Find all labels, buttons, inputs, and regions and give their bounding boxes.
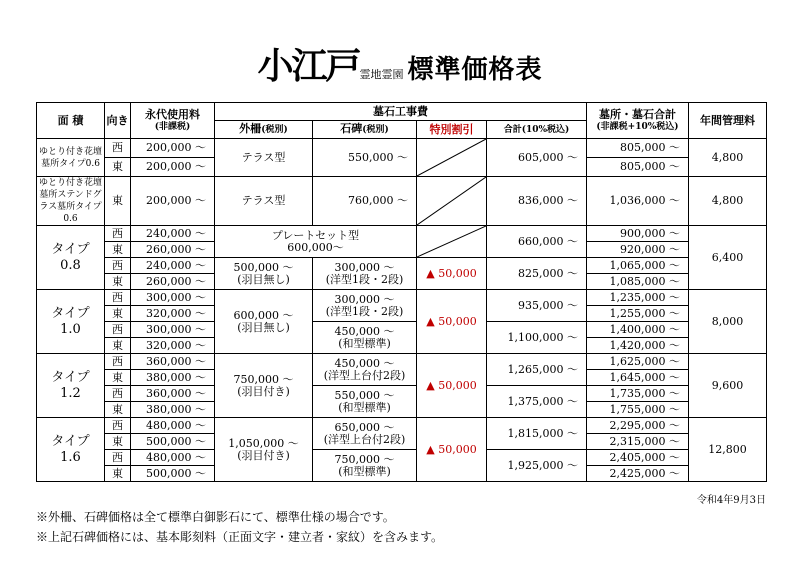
total-cell: 2,315,000 ～	[587, 434, 689, 450]
fence-cell	[215, 418, 313, 482]
annual-fee-cell: 6,400	[689, 226, 767, 290]
subtotal-cell: 605,000 ～	[487, 139, 587, 177]
monument-cell	[313, 354, 417, 386]
perpetual-cell: 300,000 ～	[131, 322, 215, 338]
direction-cell: 東	[105, 274, 131, 290]
monument-note: (和型標準)	[338, 336, 391, 350]
header-monument-sub: (税別)	[362, 125, 389, 135]
perpetual-cell: 360,000 ～	[131, 386, 215, 402]
direction-cell: 東	[105, 242, 131, 258]
subtotal-cell: 660,000 ～	[487, 226, 587, 258]
perpetual-cell: 200,000 ～	[131, 158, 215, 177]
header-stone-work: 墓石工事費	[215, 103, 587, 121]
plate-set-cell	[215, 226, 417, 258]
direction-cell: 西	[105, 226, 131, 242]
total-cell: 805,000 ～	[587, 139, 689, 158]
fence-price: 1,050,000 ～	[228, 436, 299, 450]
direction-cell: 西	[105, 386, 131, 402]
total-cell: 2,295,000 ～	[587, 418, 689, 434]
total-cell: 1,420,000 ～	[587, 338, 689, 354]
perpetual-cell: 260,000 ～	[131, 274, 215, 290]
annual-fee-cell: 9,600	[689, 354, 767, 418]
direction-cell: 東	[105, 434, 131, 450]
total-cell: 1,755,000 ～	[587, 402, 689, 418]
annual-fee-cell: 12,800	[689, 418, 767, 482]
header-area: 面 積	[37, 103, 105, 139]
diagonal-line	[417, 177, 486, 225]
total-cell: 1,065,000 ～	[587, 258, 689, 274]
fence-note: (羽目無し)	[237, 320, 290, 334]
perpetual-cell: 480,000 ～	[131, 418, 215, 434]
perpetual-cell: 240,000 ～	[131, 258, 215, 274]
header-discount: 特別割引	[417, 121, 487, 139]
area-type-label: タイプ	[51, 433, 90, 449]
direction-cell: 東	[105, 466, 131, 482]
area-type-label: タイプ	[51, 241, 90, 257]
monument-price: 300,000 ～	[334, 260, 395, 274]
total-cell: 1,735,000 ～	[587, 386, 689, 402]
subtotal-cell: 1,815,000 ～	[487, 418, 587, 450]
direction-cell: 東	[105, 402, 131, 418]
issue-date: 令和4年9月3日	[696, 495, 766, 506]
total-cell: 1,235,000 ～	[587, 290, 689, 306]
monument-price: 300,000 ～	[334, 292, 395, 306]
plate-set-price: 600,000～	[287, 240, 344, 254]
subtotal-cell: 1,375,000 ～	[487, 386, 587, 418]
perpetual-cell: 300,000 ～	[131, 290, 215, 306]
fence-note: (羽目付き)	[237, 448, 290, 462]
header-grand-total	[587, 103, 689, 139]
fence-note: (羽目付き)	[237, 384, 290, 398]
header-fence	[215, 121, 313, 139]
area-cell	[37, 354, 105, 418]
direction-cell: 東	[105, 158, 131, 177]
subtotal-cell: 836,000 ～	[487, 177, 587, 226]
monument-price: 550,000 ～	[334, 388, 395, 402]
annual-fee-cell: 8,000	[689, 290, 767, 354]
discount-empty-cell	[417, 139, 487, 177]
fence-cell: テラス型	[215, 139, 313, 177]
header-perpetual	[131, 103, 215, 139]
header-annual-fee: 年間管理料	[689, 103, 767, 139]
total-cell: 1,036,000 ～	[587, 177, 689, 226]
monument-price: 450,000 ～	[334, 356, 395, 370]
header-direction: 向き	[105, 103, 131, 139]
direction-cell: 西	[105, 354, 131, 370]
direction-cell: 東	[105, 370, 131, 386]
direction-cell: 西	[105, 258, 131, 274]
total-cell: 805,000 ～	[587, 158, 689, 177]
monument-price: 450,000 ～	[334, 324, 395, 338]
monument-cell	[313, 322, 417, 354]
fence-price: 600,000 ～	[233, 308, 294, 322]
annual-fee-cell: 4,800	[689, 139, 767, 177]
monument-note: (洋型1段・2段)	[325, 272, 404, 286]
header-grand-total-label: 墓所・墓石合計	[599, 107, 676, 121]
annual-fee-cell: 4,800	[689, 177, 767, 226]
fence-cell: テラス型	[215, 177, 313, 226]
area-cell: ゆとり付き花壇墓所タイプ0.6	[37, 139, 105, 177]
header-subtotal: 合計(10%税込)	[487, 121, 587, 139]
direction-cell: 東	[105, 177, 131, 226]
direction-cell: 西	[105, 322, 131, 338]
header-grand-total-sub: (非課税+10%税込)	[596, 121, 679, 132]
logo: 小江戸	[257, 45, 360, 87]
perpetual-cell: 500,000 ～	[131, 434, 215, 450]
total-cell: 900,000 ～	[587, 226, 689, 242]
area-type-value: 1.6	[60, 449, 81, 465]
discount-cell: ▲ 50,000	[417, 354, 487, 418]
monument-cell: 760,000 ～	[313, 177, 417, 226]
monument-cell	[313, 450, 417, 482]
plate-set-label: プレートセット型	[271, 228, 360, 242]
direction-cell: 西	[105, 139, 131, 158]
total-cell: 1,085,000 ～	[587, 274, 689, 290]
monument-cell	[313, 386, 417, 418]
fence-price: 750,000 ～	[233, 372, 294, 386]
perpetual-cell: 260,000 ～	[131, 242, 215, 258]
area-cell	[37, 290, 105, 354]
perpetual-cell: 480,000 ～	[131, 450, 215, 466]
title	[0, 38, 800, 89]
header-perpetual-label: 永代使用料	[145, 107, 200, 121]
fence-cell	[215, 354, 313, 418]
header-fence-label: 外柵	[239, 122, 262, 135]
perpetual-cell: 240,000 ～	[131, 226, 215, 242]
total-cell: 2,425,000 ～	[587, 466, 689, 482]
fence-price: 500,000 ～	[233, 260, 294, 274]
discount-empty-cell	[417, 226, 487, 258]
discount-empty-cell	[417, 177, 487, 226]
page-title: 標準価格表	[407, 55, 543, 85]
monument-price: 650,000 ～	[334, 420, 395, 434]
area-cell	[37, 226, 105, 290]
perpetual-cell: 380,000 ～	[131, 402, 215, 418]
area-cell	[37, 418, 105, 482]
subtotal-cell: 935,000 ～	[487, 290, 587, 322]
total-cell: 1,625,000 ～	[587, 354, 689, 370]
diagonal-line	[417, 226, 486, 257]
monument-note: (洋型上台付2段)	[323, 432, 406, 446]
subtotal-cell: 1,100,000 ～	[487, 322, 587, 354]
perpetual-cell: 200,000 ～	[131, 139, 215, 158]
monument-cell	[313, 258, 417, 290]
direction-cell: 西	[105, 290, 131, 306]
subtotal-cell: 1,265,000 ～	[487, 354, 587, 386]
total-cell: 2,405,000 ～	[587, 450, 689, 466]
discount-cell: ▲ 50,000	[417, 258, 487, 290]
price-table	[36, 102, 767, 482]
fence-cell	[215, 258, 313, 290]
area-type-value: 0.8	[60, 257, 81, 273]
discount-cell: ▲ 50,000	[417, 418, 487, 482]
header-fence-sub: (税別)	[261, 125, 288, 135]
perpetual-cell: 320,000 ～	[131, 338, 215, 354]
perpetual-cell: 500,000 ～	[131, 466, 215, 482]
discount-cell: ▲ 50,000	[417, 290, 487, 354]
footnote: ※外柵、石碑価格は全て標準白御影石にて、標準仕様の場合です。	[36, 510, 395, 524]
monument-cell	[313, 418, 417, 450]
header-monument	[313, 121, 417, 139]
perpetual-cell: 360,000 ～	[131, 354, 215, 370]
direction-cell: 東	[105, 338, 131, 354]
header-monument-label: 石碑	[340, 122, 363, 135]
perpetual-cell: 320,000 ～	[131, 306, 215, 322]
perpetual-cell: 200,000 ～	[131, 177, 215, 226]
area-type-value: 1.0	[60, 321, 81, 337]
monument-note: (和型標準)	[338, 400, 391, 414]
area-type-value: 1.2	[60, 385, 81, 401]
area-type-label: タイプ	[51, 305, 90, 321]
total-cell: 1,400,000 ～	[587, 322, 689, 338]
subtotal-cell: 1,925,000 ～	[487, 450, 587, 482]
subtotal-cell: 825,000 ～	[487, 258, 587, 290]
fence-note: (羽目無し)	[237, 272, 290, 286]
direction-cell: 東	[105, 306, 131, 322]
monument-note: (和型標準)	[338, 464, 391, 478]
direction-cell: 西	[105, 450, 131, 466]
monument-note: (洋型上台付2段)	[323, 368, 406, 382]
direction-cell: 西	[105, 418, 131, 434]
monument-price: 750,000 ～	[334, 452, 395, 466]
fence-cell	[215, 290, 313, 354]
monument-note: (洋型1段・2段)	[325, 304, 404, 318]
total-cell: 920,000 ～	[587, 242, 689, 258]
area-type-label: タイプ	[51, 369, 90, 385]
header-perpetual-sub: (非課税)	[154, 121, 191, 132]
logo-subtitle: 霊地霊園	[359, 68, 404, 81]
area-cell: ゆとり付き花壇墓所ステンドグラス墓所タイプ0.6	[37, 177, 105, 226]
total-cell: 1,645,000 ～	[587, 370, 689, 386]
monument-cell: 550,000 ～	[313, 139, 417, 177]
footnote: ※上記石碑価格には、基本彫刻料（正面文字・建立者・家紋）を含みます。	[36, 530, 444, 544]
total-cell: 1,255,000 ～	[587, 306, 689, 322]
diagonal-line	[417, 139, 486, 176]
monument-cell	[313, 290, 417, 322]
perpetual-cell: 380,000 ～	[131, 370, 215, 386]
